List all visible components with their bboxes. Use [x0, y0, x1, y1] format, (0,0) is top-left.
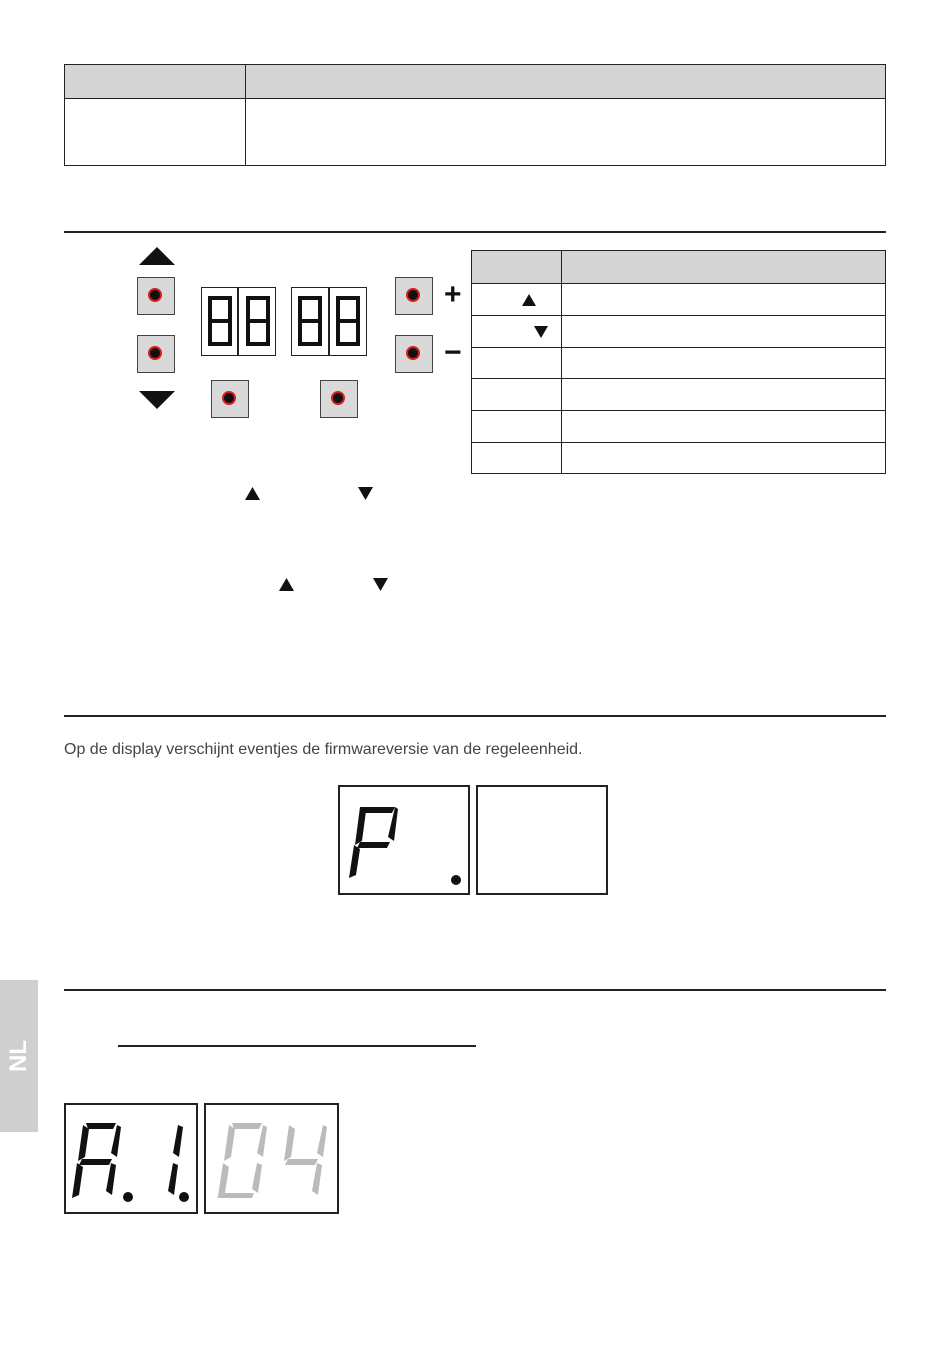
arrow-up-icon [522, 294, 536, 306]
section-divider [64, 231, 886, 233]
arrow-down-icon [534, 326, 548, 338]
keys-table-cell [562, 443, 886, 474]
menu-button-right [320, 380, 358, 418]
language-tab [0, 980, 38, 1132]
display-window-right [204, 1103, 339, 1214]
segment-p-glyph [340, 787, 468, 893]
segment-eights [201, 287, 371, 357]
top-table-cell [246, 99, 886, 166]
keys-table-header-col2 [562, 251, 886, 284]
top-table-header-col2 [246, 65, 886, 99]
plus-button [395, 277, 433, 315]
keys-table-cell [472, 443, 562, 474]
keys-table-cell [562, 316, 886, 348]
section-divider [64, 715, 886, 717]
underline-rule [118, 1045, 476, 1047]
down-button [137, 335, 175, 373]
segment-a1-glyph [66, 1105, 196, 1212]
top-table-header-col1 [65, 65, 246, 99]
section-divider [64, 989, 886, 991]
segment-04-glyph [206, 1105, 337, 1212]
keys-table-cell [562, 411, 886, 443]
keys-table-cell [562, 284, 886, 316]
keys-table-header-col1 [472, 251, 562, 284]
arrow-up-icon [245, 487, 260, 500]
language-tab-label: NL [5, 1040, 32, 1072]
top-table-cell [65, 99, 246, 166]
arrow-up-icon [138, 246, 176, 266]
menu-button-left [211, 380, 249, 418]
arrow-up-icon [279, 578, 294, 591]
arrow-down-icon [358, 487, 373, 500]
plus-symbol: + [444, 278, 462, 311]
display-window-left [64, 1103, 198, 1214]
keys-table-cell [472, 411, 562, 443]
keys-table-cell [472, 379, 562, 411]
firmware-intro-text: Op de display verschijnt eventjes de firmwareversie van de regeleenheid. [64, 741, 583, 758]
minus-button [395, 335, 433, 373]
keys-table [471, 250, 886, 474]
display-window-right [476, 785, 608, 895]
arrow-down-icon [138, 390, 176, 410]
top-table [64, 64, 886, 166]
keys-table-cell [472, 316, 562, 348]
minus-symbol: − [444, 336, 462, 369]
arrow-down-icon [373, 578, 388, 591]
keys-table-cell [562, 348, 886, 379]
keys-table-cell [562, 379, 886, 411]
display-window-left [338, 785, 470, 895]
keys-table-cell [472, 284, 562, 316]
keys-table-cell [472, 348, 562, 379]
up-button [137, 277, 175, 315]
